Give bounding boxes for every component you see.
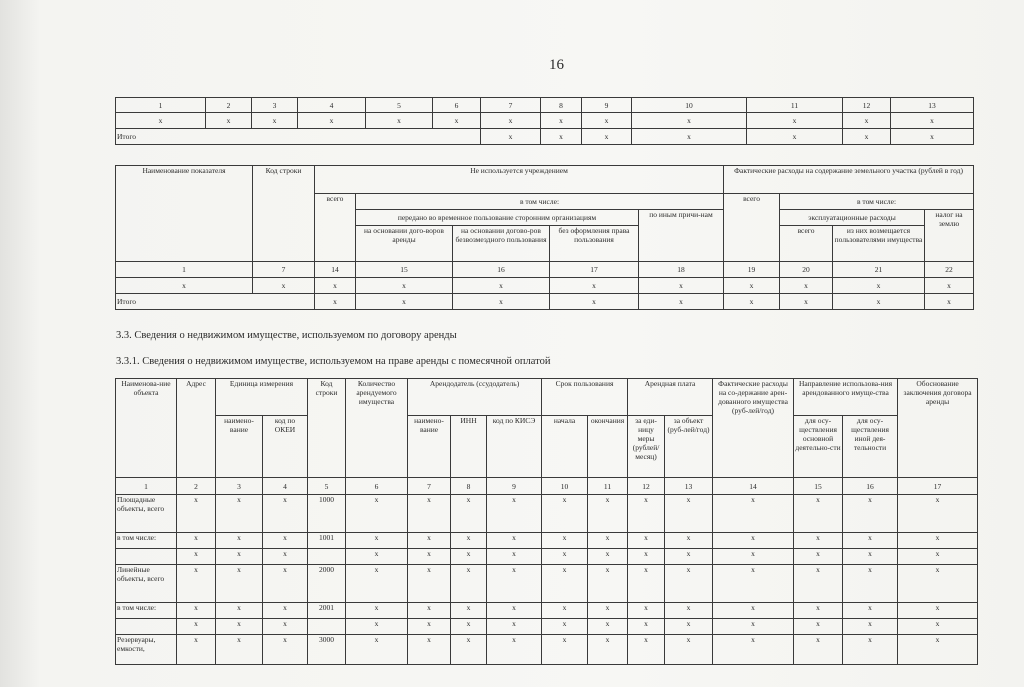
t1-h: 4 xyxy=(298,98,366,113)
t1-cell: x xyxy=(891,129,974,145)
t2-cell: x xyxy=(550,294,639,310)
t3-cell: x xyxy=(898,533,978,549)
t3-row-name: Площадные объекты, всего xyxy=(116,495,177,533)
t2-cell: x xyxy=(724,294,780,310)
t3-num: 16 xyxy=(843,478,898,495)
t1-h: 5 xyxy=(366,98,433,113)
t1-h: 12 xyxy=(843,98,891,113)
t2-cell: x xyxy=(315,294,356,310)
t2-cell: x xyxy=(453,278,550,294)
t3-cell: x xyxy=(346,619,408,635)
heading-3-3: 3.3. Сведения о недвижимом имуществе, используемом по договору аренды xyxy=(116,330,457,341)
t3-cell: x xyxy=(263,603,308,619)
t3-num: 13 xyxy=(665,478,713,495)
t3-cell: x xyxy=(451,495,487,533)
t2-h-noformal: без оформления права пользования xyxy=(550,226,639,262)
t3-cell: x xyxy=(451,635,487,665)
t2-cell: x xyxy=(724,278,780,294)
t3-cell: x xyxy=(843,619,898,635)
table-row xyxy=(116,533,978,549)
t1-h: 9 xyxy=(582,98,632,113)
t3-cell: x xyxy=(794,533,843,549)
t1-cell: x xyxy=(541,129,582,145)
t3-row-code: 1001 xyxy=(308,533,346,549)
t1-cell: x xyxy=(891,113,974,129)
t2-cell: x xyxy=(833,294,925,310)
t3-row-name: Резервуары, емкости, xyxy=(116,635,177,665)
t2-num: 7 xyxy=(253,262,315,278)
table-1 xyxy=(115,97,974,145)
t3-cell: x xyxy=(588,635,628,665)
t3-cell: x xyxy=(408,533,451,549)
t3-cell: x xyxy=(843,635,898,665)
t3-num: 11 xyxy=(588,478,628,495)
t2-cell: x xyxy=(550,278,639,294)
t2-h-code: Код строки xyxy=(253,166,315,262)
t3-cell: x xyxy=(487,565,542,603)
t3-cell: x xyxy=(665,619,713,635)
t3-cell: x xyxy=(263,635,308,665)
t3-cell: x xyxy=(263,495,308,533)
t3-cell: x xyxy=(794,619,843,635)
t3-cell: x xyxy=(542,635,588,665)
t3-cell: x xyxy=(346,635,408,665)
t3-cell: x xyxy=(665,533,713,549)
t3-num: 12 xyxy=(628,478,665,495)
t3-cell: x xyxy=(408,603,451,619)
t2-h-total2: всего xyxy=(724,194,780,262)
t3-cell: x xyxy=(408,619,451,635)
t3-cell: x xyxy=(177,495,216,533)
t3-num: 3 xyxy=(216,478,263,495)
t3-cell: x xyxy=(451,603,487,619)
t1-h: 3 xyxy=(252,98,298,113)
t2-h-not-used: Не используется учреждением xyxy=(315,166,724,194)
t1-h: 11 xyxy=(747,98,843,113)
t1-total-label: Итого xyxy=(116,129,481,145)
t3-h-kise: код по КИСЭ xyxy=(487,416,542,478)
t3-cell: x xyxy=(713,619,794,635)
t1-cell: x xyxy=(632,113,747,129)
t3-cell: x xyxy=(177,549,216,565)
t3-cell: x xyxy=(665,549,713,565)
t3-cell: x xyxy=(408,549,451,565)
t2-total-label: Итого xyxy=(116,294,315,310)
t2-cell: x xyxy=(639,278,724,294)
t3-cell: x xyxy=(542,495,588,533)
t3-cell: x xyxy=(346,549,408,565)
t3-cell: x xyxy=(263,533,308,549)
t3-row-code: 1000 xyxy=(308,495,346,533)
t3-cell: x xyxy=(713,533,794,549)
t3-cell: x xyxy=(487,549,542,565)
t2-num-row xyxy=(116,262,974,278)
t2-num: 17 xyxy=(550,262,639,278)
page-number: 16 xyxy=(549,57,564,73)
t3-cell: x xyxy=(794,549,843,565)
t3-h-name: Наименова-ние объекта xyxy=(116,379,177,478)
table-2 xyxy=(115,165,974,310)
t2-h-name: Наименование показателя xyxy=(116,166,253,262)
t3-h-perunit: за еди-ницу меры (рублей/ месяц) xyxy=(628,416,665,478)
t3-cell: x xyxy=(216,495,263,533)
t3-cell: x xyxy=(542,565,588,603)
t3-row-name: Линейные объекты, всего xyxy=(116,565,177,603)
t3-h-actual: Фактические расходы на со-держание арен-дованного имущества (руб-лей/год) xyxy=(713,379,794,478)
t3-cell: x xyxy=(794,635,843,665)
t3-h-code: Код строки xyxy=(308,379,346,478)
t3-h-unit: Единица измерения xyxy=(216,379,308,416)
t3-h-inn: ИНН xyxy=(451,416,487,478)
t1-h: 2 xyxy=(206,98,252,113)
t3-cell: x xyxy=(794,495,843,533)
table-row xyxy=(116,113,974,129)
t3-cell: x xyxy=(542,549,588,565)
t3-cell: x xyxy=(216,635,263,665)
t2-num: 20 xyxy=(780,262,833,278)
t3-h-start: начала xyxy=(542,416,588,478)
t1-cell: x xyxy=(206,113,252,129)
t1-cell: x xyxy=(252,113,298,129)
t3-row-code: 3000 xyxy=(308,635,346,665)
t3-cell: x xyxy=(487,533,542,549)
t3-cell: x xyxy=(794,565,843,603)
t3-cell: x xyxy=(628,565,665,603)
t2-h-free: на основании догово-ров безвозмездного пользования xyxy=(453,226,550,262)
t3-h-rent: Арендная плата xyxy=(628,379,713,416)
t3-cell: x xyxy=(628,635,665,665)
t3-cell: x xyxy=(487,603,542,619)
t3-cell: x xyxy=(177,619,216,635)
t1-h: 8 xyxy=(541,98,582,113)
t2-cell: x xyxy=(116,278,253,294)
t2-h-lease: на основании дого-воров аренды xyxy=(356,226,453,262)
t2-h-transferred: передано во временное пользование сторонним организациям xyxy=(356,210,639,226)
t2-cell: x xyxy=(780,294,833,310)
table-row xyxy=(116,565,978,603)
t3-h-qty: Количество арендуемого имущества xyxy=(346,379,408,478)
t3-num: 15 xyxy=(794,478,843,495)
t3-cell: x xyxy=(898,549,978,565)
t3-row-name xyxy=(116,549,177,565)
t3-cell: x xyxy=(346,565,408,603)
t3-body xyxy=(116,495,978,665)
t3-cell: x xyxy=(665,495,713,533)
t2-h-incl: в том числе: xyxy=(356,194,724,210)
t3-cell: x xyxy=(216,619,263,635)
t3-cell: x xyxy=(451,533,487,549)
t1-h: 10 xyxy=(632,98,747,113)
table-row xyxy=(116,619,978,635)
t2-num: 14 xyxy=(315,262,356,278)
t1-cell: x xyxy=(843,129,891,145)
t2-num: 18 xyxy=(639,262,724,278)
t2-h-reimb: из них возмещается пользователями имущества xyxy=(833,226,925,262)
t3-cell: x xyxy=(843,549,898,565)
t3-h-address: Адрес xyxy=(177,379,216,478)
t3-cell: x xyxy=(487,635,542,665)
t2-h-operating: эксплуатационные расходы xyxy=(780,210,925,226)
t3-cell: x xyxy=(346,533,408,549)
t3-cell: x xyxy=(177,635,216,665)
t3-cell: x xyxy=(628,495,665,533)
t3-cell: x xyxy=(263,619,308,635)
t3-cell: x xyxy=(487,495,542,533)
t3-cell: x xyxy=(263,549,308,565)
t2-num: 21 xyxy=(833,262,925,278)
t3-cell: x xyxy=(588,533,628,549)
t3-cell: x xyxy=(346,495,408,533)
heading-3-3-1: 3.3.1. Сведения о недвижимом имуществе, используемом на праве аренды с помесячной оплатой xyxy=(116,356,551,367)
t3-cell: x xyxy=(843,533,898,549)
t2-cell: x xyxy=(356,294,453,310)
t1-cell: x xyxy=(481,129,541,145)
t1-cell: x xyxy=(632,129,747,145)
t2-cell: x xyxy=(639,294,724,310)
t3-num: 7 xyxy=(408,478,451,495)
t3-h-lname: наимено-вание xyxy=(408,416,451,478)
t1-cell: x xyxy=(843,113,891,129)
t3-cell: x xyxy=(588,619,628,635)
t3-num: 9 xyxy=(487,478,542,495)
table-1-header-row xyxy=(116,98,974,113)
t3-row-name xyxy=(116,619,177,635)
t3-cell: x xyxy=(628,603,665,619)
t1-cell: x xyxy=(582,113,632,129)
t2-h-incl2: в том числе: xyxy=(780,194,974,210)
t3-cell: x xyxy=(451,565,487,603)
t2-num: 22 xyxy=(925,262,974,278)
t3-row-code: 2001 xyxy=(308,603,346,619)
t2-h-landtax: налог на землю xyxy=(925,210,974,262)
t2-h-expenses: Фактические расходы на содержание земельного участка (рублей в год) xyxy=(724,166,974,194)
t3-row-name: в том числе: xyxy=(116,533,177,549)
t3-num: 17 xyxy=(898,478,978,495)
t3-cell: x xyxy=(665,603,713,619)
t3-row-code xyxy=(308,619,346,635)
t2-h-other: по иным причи-нам xyxy=(639,210,724,262)
t1-cell: x xyxy=(481,113,541,129)
t2-cell: x xyxy=(833,278,925,294)
t2-cell: x xyxy=(315,278,356,294)
table-1-total-row xyxy=(116,129,974,145)
t3-num: 4 xyxy=(263,478,308,495)
t3-cell: x xyxy=(898,635,978,665)
t3-cell: x xyxy=(542,619,588,635)
t3-cell: x xyxy=(216,533,263,549)
table-row xyxy=(116,603,978,619)
t3-cell: x xyxy=(898,603,978,619)
t2-num: 16 xyxy=(453,262,550,278)
t3-cell: x xyxy=(665,635,713,665)
table-3 xyxy=(115,378,978,665)
t3-num: 14 xyxy=(713,478,794,495)
table-row xyxy=(116,278,974,294)
t3-cell: x xyxy=(628,549,665,565)
t2-cell: x xyxy=(356,278,453,294)
t2-cell: x xyxy=(253,278,315,294)
t3-cell: x xyxy=(177,533,216,549)
t3-cell: x xyxy=(713,635,794,665)
t3-cell: x xyxy=(843,603,898,619)
t3-cell: x xyxy=(408,495,451,533)
t3-cell: x xyxy=(487,619,542,635)
t2-cell: x xyxy=(453,294,550,310)
t3-cell: x xyxy=(346,603,408,619)
t3-cell: x xyxy=(588,549,628,565)
t2-num: 19 xyxy=(724,262,780,278)
t1-cell: x xyxy=(298,113,366,129)
t1-cell: x xyxy=(366,113,433,129)
t3-cell: x xyxy=(713,495,794,533)
t3-cell: x xyxy=(794,603,843,619)
t3-cell: x xyxy=(713,565,794,603)
table-row xyxy=(116,549,978,565)
t1-cell: x xyxy=(747,129,843,145)
t3-cell: x xyxy=(713,603,794,619)
t3-h-term: Срок пользования xyxy=(542,379,628,416)
t2-total-row xyxy=(116,294,974,310)
t3-num: 1 xyxy=(116,478,177,495)
t2-cell: x xyxy=(780,278,833,294)
t3-h-otherus: для осу-ществления иной дея-тельности xyxy=(843,416,898,478)
t3-num: 10 xyxy=(542,478,588,495)
t3-num: 2 xyxy=(177,478,216,495)
t3-h-perobj: за объект (руб-лей/год) xyxy=(665,416,713,478)
t3-h-unitname: наимено-вание xyxy=(216,416,263,478)
t3-cell: x xyxy=(665,565,713,603)
t3-cell: x xyxy=(542,603,588,619)
t3-cell: x xyxy=(898,495,978,533)
t3-cell: x xyxy=(451,549,487,565)
t3-h-main: для осу-ществления основной деятельно-сти xyxy=(794,416,843,478)
t2-num: 15 xyxy=(356,262,453,278)
t3-cell: x xyxy=(216,549,263,565)
t3-cell: x xyxy=(628,619,665,635)
t1-h: 6 xyxy=(433,98,481,113)
t1-h: 7 xyxy=(481,98,541,113)
t3-h-okei: код по ОКЕИ xyxy=(263,416,308,478)
t3-cell: x xyxy=(843,565,898,603)
t2-cell: x xyxy=(925,278,974,294)
t3-cell: x xyxy=(628,533,665,549)
t3-h-lessor: Арендодатель (ссудодатель) xyxy=(408,379,542,416)
t3-cell: x xyxy=(588,495,628,533)
t3-cell: x xyxy=(408,635,451,665)
t3-h-basis: Обоснование заключения договора аренды xyxy=(898,379,978,478)
table-row xyxy=(116,635,978,665)
t1-cell: x xyxy=(541,113,582,129)
t2-h-total3: всего xyxy=(780,226,833,262)
t1-h: 1 xyxy=(116,98,206,113)
t3-cell: x xyxy=(542,533,588,549)
t3-num: 5 xyxy=(308,478,346,495)
t1-cell: x xyxy=(582,129,632,145)
t3-cell: x xyxy=(843,495,898,533)
t2-num: 1 xyxy=(116,262,253,278)
t3-num: 6 xyxy=(346,478,408,495)
t3-cell: x xyxy=(216,603,263,619)
t3-h-end: окончания xyxy=(588,416,628,478)
t3-cell: x xyxy=(408,565,451,603)
t3-cell: x xyxy=(177,565,216,603)
t1-cell: x xyxy=(747,113,843,129)
t2-h-total: всего xyxy=(315,194,356,262)
t3-row-code xyxy=(308,549,346,565)
t2-cell: x xyxy=(925,294,974,310)
t3-cell: x xyxy=(898,619,978,635)
t3-cell: x xyxy=(177,603,216,619)
t3-num-row xyxy=(116,478,978,495)
t1-h: 13 xyxy=(891,98,974,113)
t3-cell: x xyxy=(451,619,487,635)
t3-cell: x xyxy=(898,565,978,603)
table-row xyxy=(116,495,978,533)
t3-cell: x xyxy=(263,565,308,603)
t3-cell: x xyxy=(588,603,628,619)
t1-cell: x xyxy=(116,113,206,129)
t3-cell: x xyxy=(216,565,263,603)
t3-h-direction: Направление использова-ния арендованного имуще-ства xyxy=(794,379,898,416)
t3-row-name: в том числе: xyxy=(116,603,177,619)
t3-cell: x xyxy=(588,565,628,603)
t3-num: 8 xyxy=(451,478,487,495)
t3-cell: x xyxy=(713,549,794,565)
t1-cell: x xyxy=(433,113,481,129)
t3-row-code: 2000 xyxy=(308,565,346,603)
